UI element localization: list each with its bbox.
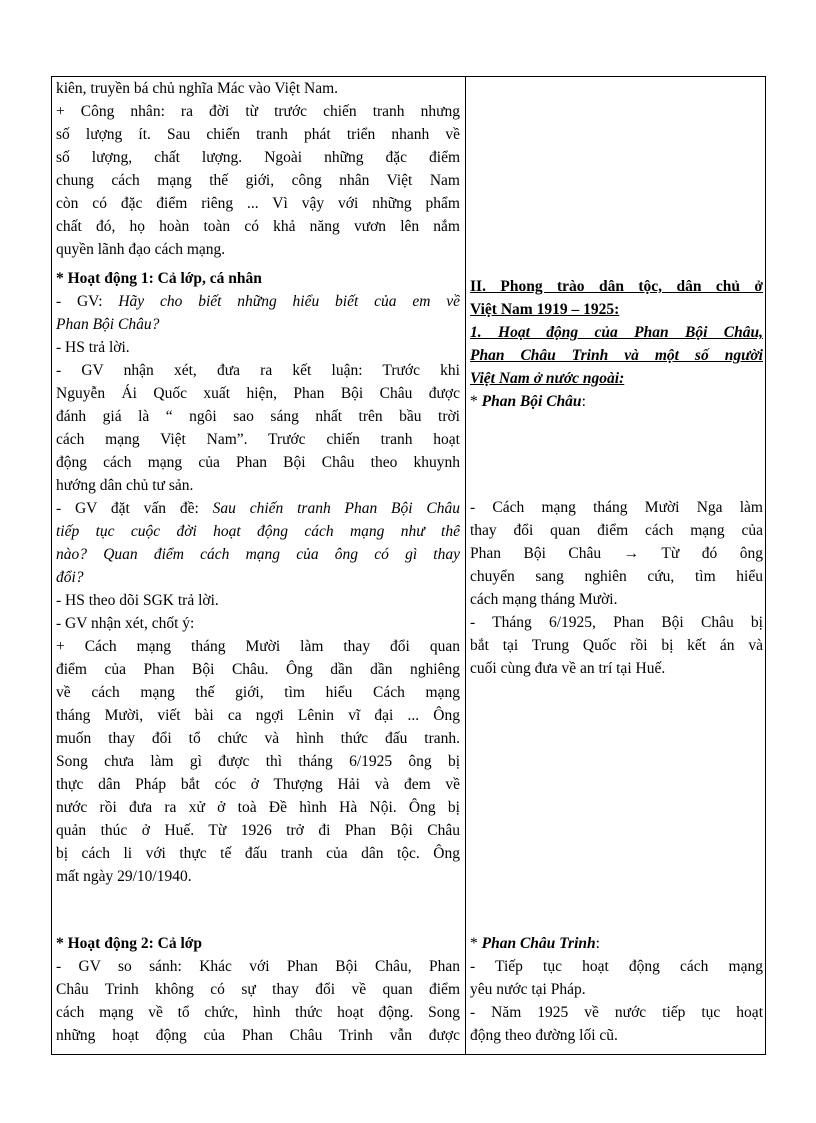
text-line: tiếp tục cuộc đời hoạt động cách mạng như thế bbox=[56, 523, 460, 540]
text-line: muốn thay đổi tổ chức và hình thức đấu tranh. bbox=[56, 730, 460, 747]
text-line: cuối cùng đưa về an trí tại Huế. bbox=[470, 660, 666, 677]
text-line: chất đó, họ hoàn toàn có khả năng vươn lên nắm bbox=[56, 218, 460, 235]
text-line: Phan Bội Châu? bbox=[56, 316, 160, 333]
text-line: + Cách mạng tháng Mười làm thay đổi quan bbox=[56, 638, 460, 655]
text-line: - GV đặt vấn đề: Sau chiến tranh Phan Bội Châu bbox=[56, 500, 460, 517]
text-line: Phan Bội Châu → Từ đó ông bbox=[470, 545, 763, 562]
topic-phan-boi-chau: * Phan Bội Châu: bbox=[470, 393, 586, 410]
text-line: những hoạt động của Phan Châu Trinh vẫn được bbox=[56, 1027, 460, 1044]
text-line: nước rồi đưa ra xử ở toà Đề hình Hà Nội. Ông bị bbox=[56, 799, 460, 816]
text-line: - Tiếp tục hoạt động cách mạng bbox=[470, 958, 763, 975]
text-line: Song chưa làm gì được thì tháng 6/1925 ông bị bbox=[56, 753, 460, 770]
activity-1-heading: * Hoạt động 1: Cả lớp, cá nhân bbox=[56, 270, 262, 287]
text-line: - HS trả lời. bbox=[56, 339, 130, 356]
text-line: động cách mạng của Phan Bội Châu theo khuynh bbox=[56, 454, 460, 471]
text-line: quản thúc ở Huế. Từ 1926 trở đi Phan Bội Châu bbox=[56, 822, 460, 839]
text-line: + Công nhân: ra đời từ trước chiến tranh nhưng bbox=[56, 103, 460, 120]
text-line: thay đổi quan điểm cách mạng của bbox=[470, 522, 763, 539]
text-line: - GV: Hãy cho biết những hiểu biết của em về bbox=[56, 293, 460, 310]
section-heading: Việt Nam 1919 – 1925: bbox=[470, 301, 620, 318]
text-line: số lượng ít. Sau chiến tranh phát triển nhanh về bbox=[56, 126, 460, 143]
subsection-heading: 1. Hoạt động của Phan Bội Châu, bbox=[470, 324, 763, 341]
section-heading: II. Phong trào dân tộc, dân chủ ở bbox=[470, 278, 763, 295]
text-line: quyền lãnh đạo cách mạng. bbox=[56, 241, 226, 258]
text-line: Nguyễn Ái Quốc xuất hiện, Phan Bội Châu được bbox=[56, 385, 460, 402]
text-line: tháng Mười, viết bài ca ngợi Lênin vĩ đại ... Ông bbox=[56, 707, 460, 724]
text-line: về cách mạng thế giới, tìm hiểu Cách mạng bbox=[56, 684, 460, 701]
text-line: - GV nhận xét, đưa ra kết luận: Trước khi bbox=[56, 362, 460, 379]
text-line: Châu Trinh không có sự thay đổi về quan điểm bbox=[56, 981, 460, 998]
text-line: - HS theo dõi SGK trả lời. bbox=[56, 592, 219, 609]
activity-2-heading: * Hoạt động 2: Cả lớp bbox=[56, 935, 202, 952]
text-line: đánh giá là “ ngôi sao sáng nhất trên bầu trời bbox=[56, 408, 460, 425]
column-divider bbox=[465, 77, 466, 1054]
subsection-heading: Phan Châu Trinh và một số người bbox=[470, 347, 763, 364]
text-line: còn có đặc điểm riêng ... Vì vậy với những phẩm bbox=[56, 195, 460, 212]
text-line: - GV nhận xét, chốt ý: bbox=[56, 615, 195, 632]
text-line: yêu nước tại Pháp. bbox=[470, 981, 586, 998]
topic-phan-chau-trinh: * Phan Châu Trinh: bbox=[470, 935, 600, 952]
text-line: - GV so sánh: Khác với Phan Bội Châu, Phan bbox=[56, 958, 460, 975]
subsection-heading: Việt Nam ở nước ngoài: bbox=[470, 370, 625, 387]
text-line: nào? Quan điểm cách mạng của ông có gì thay bbox=[56, 546, 460, 563]
text-line: - Năm 1925 về nước tiếp tục hoạt bbox=[470, 1004, 763, 1021]
text-line: đổi? bbox=[56, 569, 84, 586]
text-line: cách mạng tháng Mười. bbox=[470, 591, 618, 608]
text-line: động theo đường lối cũ. bbox=[470, 1027, 618, 1044]
text-line: bị cách li với thực tế đấu tranh của dân tộc. Ông bbox=[56, 845, 460, 862]
text-line: - Cách mạng tháng Mười Nga làm bbox=[470, 499, 763, 516]
text-line: mất ngày 29/10/1940. bbox=[56, 868, 192, 885]
text-line: bắt tại Trung Quốc rồi bị kết án và bbox=[470, 637, 763, 654]
text-line: kiên, truyền bá chủ nghĩa Mác vào Việt Nam. bbox=[56, 80, 339, 97]
text-line: chuyển sang nghiên cứu, tìm hiểu bbox=[470, 568, 763, 585]
text-line: - Tháng 6/1925, Phan Bội Châu bị bbox=[470, 614, 763, 631]
text-line: số lượng, chất lượng. Ngoài những đặc điểm bbox=[56, 149, 460, 166]
text-line: chung cách mạng thế giới, công nhân Việt Nam bbox=[56, 172, 460, 189]
text-line: cách mạng Việt Nam”. Trước chiến tranh hoạt bbox=[56, 431, 460, 448]
text-line: điểm của Phan Bội Châu. Ông dần dần nghiêng bbox=[56, 661, 460, 678]
text-line: thực dân Pháp bắt cóc ở Thượng Hải và đem về bbox=[56, 776, 460, 793]
text-line: hướng dân chủ tư sản. bbox=[56, 477, 194, 494]
text-line: cách mạng về tổ chức, hình thức hoạt động. Song bbox=[56, 1004, 460, 1021]
lesson-table bbox=[51, 76, 766, 1055]
